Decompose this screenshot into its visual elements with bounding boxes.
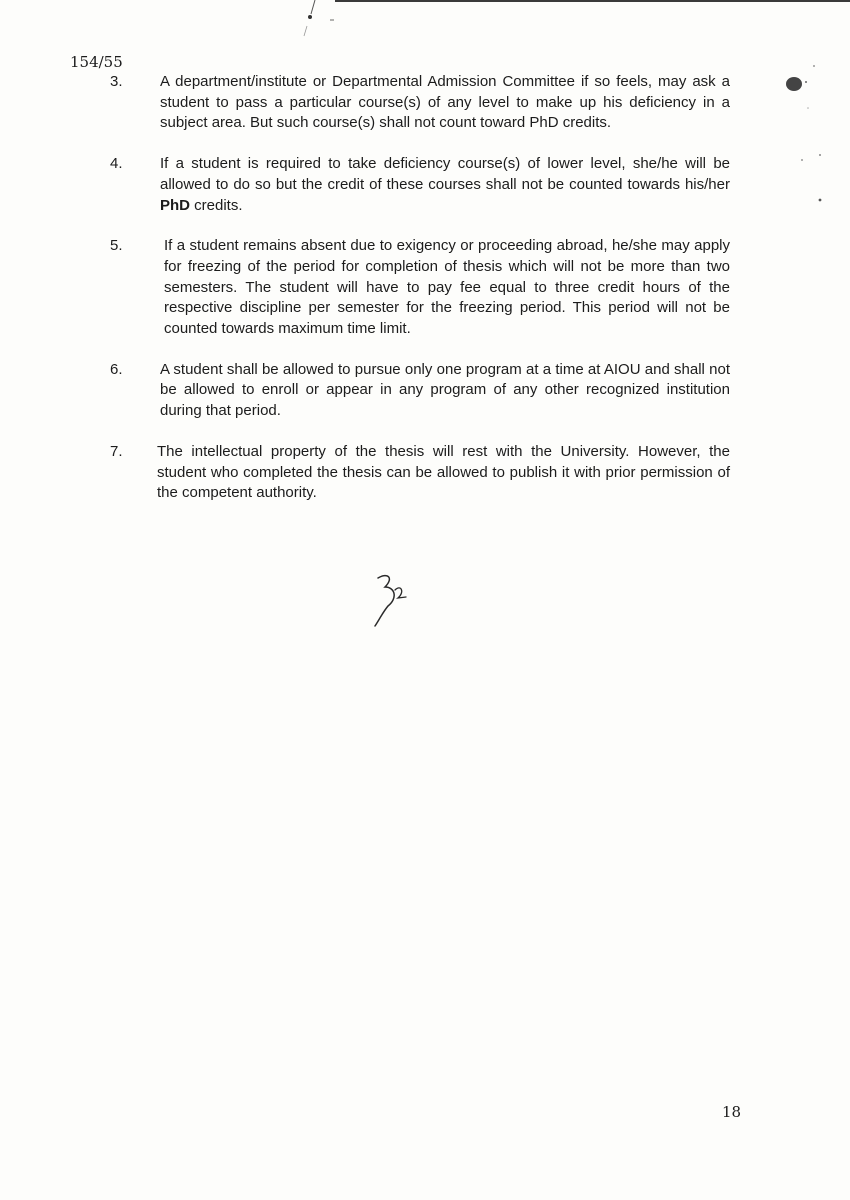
page-number: 18 (722, 1103, 742, 1121)
clause-list (0, 72, 850, 524)
clause-item (0, 442, 850, 504)
clause-text (160, 360, 730, 422)
clause-item (0, 236, 850, 340)
clause-text-segment: A department/institute or Departmental Admission Committee if so feels, may ask a student to pass a particular course(s) of any level to make up his deficiency in a subject area. But such course(s) shall not count toward PhD credits. (160, 73, 730, 132)
clause-text-segment: If a student remains absent due to exigency or proceeding abroad, he/she may apply for freezing of the period for completion of thesis which will not be more than two semesters. The student will have to pay fee equal to three credit hours of the respective discipline per semester for the freezing period. This period will not be counted towards maximum time limit. (164, 237, 730, 338)
handwritten-annotation (368, 570, 418, 630)
pen-stroke-mark (296, 0, 346, 40)
clause-text-segment: A student shall be allowed to pursue only one program at a time at AIOU and shall not be allowed to enroll or appear in any program of any other recognized institution during that period. (160, 360, 730, 420)
clause-item (0, 360, 850, 422)
reference-number: 154/55 (70, 53, 123, 71)
clause-number: 4. (110, 155, 123, 173)
scan-speckle-marks (780, 60, 840, 210)
clause-text (160, 72, 730, 134)
scan-edge-line (335, 0, 850, 2)
clause-number: 6. (110, 360, 123, 378)
clause-number: 7. (110, 442, 123, 460)
clause-text-segment: The intellectual property of the thesis will rest with the University. However, the student who completed the thesis can be allowed to publish it with prior permission of the competent authority. (157, 442, 730, 502)
clause-text (160, 236, 730, 340)
clause-number: 3. (110, 73, 123, 90)
clause-text (157, 442, 730, 504)
clause-text-segment: If a student is required to take deficiency course(s) of lower level, she/he will be allowed to do so but the credit of these courses shall not be counted towards his/her (160, 155, 730, 193)
clause-item (0, 72, 850, 134)
clause-item (0, 154, 850, 216)
clause-text-segment: credits. (190, 196, 243, 214)
clause-text-bold: PhD (160, 196, 190, 214)
clause-text (160, 154, 730, 216)
clause-number: 5. (110, 237, 123, 255)
